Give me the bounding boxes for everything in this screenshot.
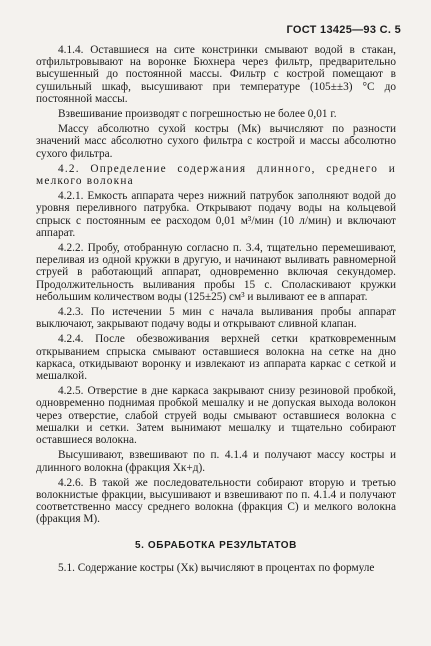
paragraph-mass: Массу абсолютно сухой костры (Мк) вычисляют по разности значений масс абсолютно сухого фильтра с кострой и массы абсолютно сухого фильтра. [36,123,396,160]
paragraph-weighing: Взвешивание производят с погрешностью не более 0,01 г. [58,108,337,121]
body-text [36,44,396,577]
paragraph-5-1: 5.1. Содержание костры (Хк) вычисляют в процентах по формуле [58,561,375,574]
paragraph-4-2-4: 4.2.4. После обезвоживания верхней сетки кратковременным открыванием спрыска смывают оставшиеся волокна на сетке на дно каркаса, откидывают воронку и извлекают из аппарата каркас с сеткой и мешалкой. [36,333,396,383]
paragraph-4-2-5: 4.2.5. Отверстие в дне каркаса закрывают снизу резиновой пробкой, одновременно поднимая пробкой мешалку и не допуская выхода волокон через отверстие, слабой струей воды смывают оставшиеся волокна с мешалки и сетки. Затем вынимают мешалку и тщательно собирают оставшиеся волокна. [36,385,396,447]
paragraph-4-2-6: 4.2.6. В такой же последовательности собирают вторую и третью волокнистые фракции, высушивают и взвешивают по п. 4.1.4 и получают соответственно массу среднего волокна (фракция С) и мелкого волокна (фракция М). [36,476,396,526]
running-head: ГОСТ 13425—93 С. 5 [286,24,401,36]
heading-4-2: 4.2. Определение содержания длинного, среднего и мелкого волокна [36,162,396,188]
paragraph-4-2-3: 4.2.3. По истечении 5 мин с начала выливания пробы аппарат выключают, закрывают подачу воды и открывают сливной клапан. [36,306,396,331]
paragraph-4-2-1: 4.2.1. Емкость аппарата через нижний патрубок заполняют водой до уровня переливного патрубка. Открывают подачу воды на кольцевой спрыск с постоянным ее расходом 0,01 м³/мин (10 л/мин) и включают аппарат. [36,190,396,239]
paragraph-4-2-2: 4.2.2. Пробу, отобранную согласно п. 3.4, тщательно перемешивают, переливая из одной кружки в другую, и начинают выливать равномерной струей в работающий аппарат, одновременно включая секундомер. Продолжительность выливания пробы 15 с. Споласкивают кружки небольшим количеством воды (125±25) см³ и выливают ее в аппарат. [36,242,396,303]
section-heading-5: 5. ОБРАБОТКА РЕЗУЛЬТАТОВ [135,539,297,551]
paragraph-drying: Высушивают, взвешивают по п. 4.1.4 и получают массу костры и длинного волокна (фракция Хк+д). [36,449,396,474]
paragraph-4-1-4: 4.1.4. Оставшиеся на сите констринки смывают водой в стакан, отфильтровывают на воронке Бюхнера через фильтр, предварительно высушенный до постоянной массы. Фильтр с кострой помещают в сушильный шкаф, высушивают при температуре (105±±3) °С до постоянной массы. [36,44,396,105]
